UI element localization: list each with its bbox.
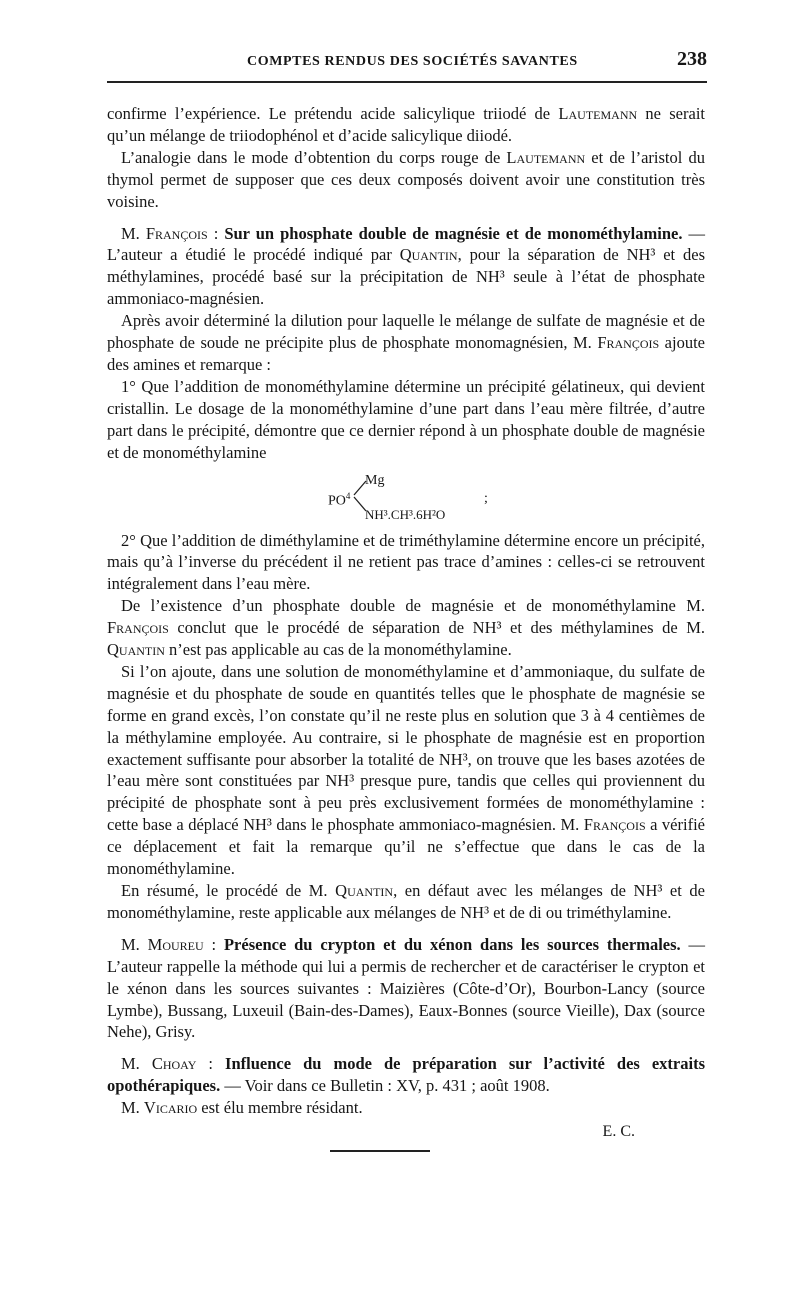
author-name: François — [597, 333, 660, 353]
text-run: : — [196, 1054, 226, 1074]
author-name: Choay — [151, 1054, 197, 1074]
text-run: — L’auteur rappelle la méthode qui lui a permis de rechercher et de caractériser le crypton et le xénon dans les sources suivantes : Maizières (Côte-d’Or), Bourbon-Lancy (source Lymbe), Bussang, Luxeuil (Bain-des-Dames), Eaux-Bonnes (source Vieille), Dax (source Nehe), Grisy. — [107, 934, 706, 1042]
chemical-formula — [107, 468, 705, 526]
text-run: M. — [121, 1054, 152, 1074]
text-run: M. — [121, 223, 146, 243]
paragraph: 2° Que l’addition de diméthylamine et de triméthylamine détermine encore un précipité, mais qu’à l’inverse du précédent il ne retient pas trace d’amines : celles-ci se retrouvent intégralement dans l’eau mère. — [107, 530, 705, 594]
text-run: M. — [121, 934, 148, 954]
text-run: Si l’on ajoute, dans une solution de monométhylamine et d’ammoniaque, du sulfate de magnésie et du phosphate de soude en quantités telles que le phosphate de magnésie se forme en grand excès, l’on constate qu’il ne reste plus en solution que 3 à 4 centièmes de la méthylamine employée. Au contraire, si le phosphate de magnésie est en proportion exactement suffisante pour absorber la totalité de NH³, on trouve que les bases azotées de l’eau mère sont constituées par NH³ presque pure, tandis que celles qui proviennent du précipité de phosphate sont à peu près exclusivement formées de monométhylamine : cette base a déplacé NH³ dans le phosphate ammoniaco-magnésien. M. — [107, 661, 705, 835]
author-name: Lautemann — [558, 104, 638, 123]
formula-po — [328, 486, 350, 513]
page-number: 238 — [677, 48, 707, 70]
author-name: Lautemann — [506, 147, 586, 167]
paragraph — [107, 310, 705, 376]
author-name: François — [145, 223, 208, 243]
paragraph: 1° Que l’addition de monométhylamine détermine un précipité gélatineux, qui devient cristallin. Le dosage de la monométhylamine d’une part dans l’eau mère filtrée, d’autre part dans le précipité, démontre que ce dernier répond à un phosphate double de magnésie et de monométhylamine — [107, 376, 705, 462]
text-run: M. — [121, 1098, 144, 1118]
running-title: COMPTES RENDUS DES SOCIÉTÉS SAVANTES — [247, 54, 578, 69]
text-run: De l’existence d’un phosphate double de magnésie et de monométhylamine M. — [121, 596, 705, 616]
formula-nh: NH³.CH³.6H²O — [365, 506, 446, 522]
text-run: est élu membre résidant. — [197, 1098, 363, 1118]
text-run: a vérifié ce déplacement et fait la remarque qu’il ne s’effectue que dans le cas de la monométhylamine. — [107, 815, 705, 879]
author-name: Vicario — [143, 1098, 198, 1118]
communication-choay — [107, 1053, 705, 1097]
text-run: , pour la séparation de NH³ et des méthylamines, procédé basé sur la précipitation de NH³ seule à l’état de phosphate ammoniaco-magnésien. — [107, 245, 706, 309]
signature: E. C. — [602, 1123, 635, 1141]
text-run: En résumé, le procédé de M. — [121, 881, 336, 900]
formula-mg: Mg — [365, 472, 385, 488]
formula-semicolon: ; — [484, 490, 488, 506]
communication-francois — [107, 223, 705, 311]
paragraph — [107, 147, 705, 213]
author-name: Quantin — [107, 640, 165, 660]
formula-po-subscript: 4 — [345, 490, 351, 501]
text-run: confirme l’expérience. Le prétendu acide salicylique triiodé de — [107, 104, 559, 123]
communication-title: Influence du mode de préparation sur l’activité des extraits opothérapiques. — [107, 1054, 705, 1096]
paragraph — [107, 103, 705, 147]
paragraph — [107, 595, 705, 661]
formula-po-text: PO — [328, 493, 346, 509]
paragraph — [107, 1097, 705, 1119]
body-text — [107, 103, 705, 1143]
text-run: et de l’aristol du thymol permet de supposer que ces deux composés doivent avoir une constitution très voisine. — [107, 147, 705, 211]
communication-moureu — [107, 934, 705, 1044]
paragraph — [107, 661, 705, 880]
text-run: conclut que le procédé de séparation de NH³ et des méthylamines de M. — [168, 618, 705, 638]
text-run: ajoute des amines et remarque : — [107, 333, 705, 374]
footer-rule — [330, 1150, 430, 1152]
author-name: Quantin — [335, 881, 394, 900]
text-run: — Voir dans ce Bulletin : XV, p. 431 ; août 1908. — [220, 1076, 550, 1096]
text-run: — L’auteur a étudié le procédé indiqué par — [107, 223, 706, 265]
author-name: Moureu — [147, 934, 204, 954]
header-rule — [107, 81, 707, 83]
text-run: L’analogie dans le mode d’obtention du corps rouge de — [121, 147, 507, 167]
text-run: : — [207, 223, 225, 243]
paragraph — [107, 880, 705, 924]
text-run: : — [203, 934, 224, 954]
text-run: n’est pas applicable au cas de la monométhylamine. — [164, 640, 512, 660]
page-header — [107, 48, 707, 82]
text-run: ne serait qu’un mélange de triiodophénol et d’acide salicylique diiodé. — [107, 104, 705, 145]
author-name: François — [107, 618, 169, 638]
author-name: François — [583, 815, 646, 835]
text-run: Après avoir déterminé la dilution pour laquelle le mélange de sulfate de magnésie et de phosphate de soude ne précipite plus de phosphate monomagnésien, M. — [107, 311, 705, 353]
text-run: , en défaut avec les mélanges de NH³ et de monométhylamine, reste applicable aux mélanges de NH³ et de di ou triméthylamine. — [107, 881, 706, 922]
communication-title: Présence du crypton et du xénon dans les sources thermales. — [223, 934, 681, 954]
communication-title: Sur un phosphate double de magnésie et de monométhylamine. — [224, 223, 683, 243]
author-name: Quantin — [399, 245, 458, 265]
